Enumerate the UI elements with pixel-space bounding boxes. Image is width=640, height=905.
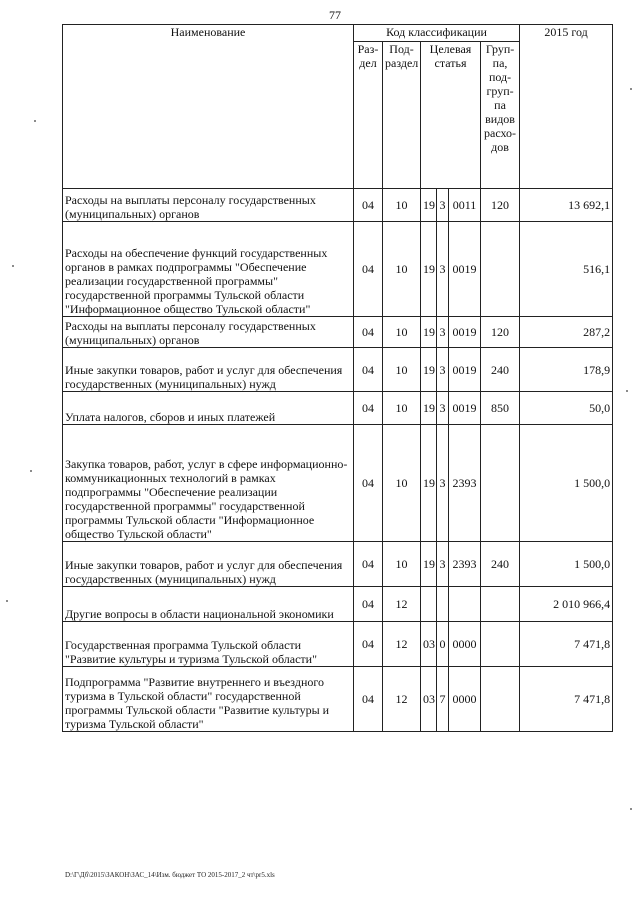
table-row [63, 348, 613, 392]
row-target-part1: 19 [421, 542, 437, 587]
row-amount: 13 692,1 [520, 189, 613, 222]
budget-table [62, 24, 613, 732]
row-target-part1: 19 [421, 222, 437, 317]
scan-speck [630, 88, 632, 90]
row-amount: 287,2 [520, 317, 613, 348]
row-amount: 2 010 966,4 [520, 587, 613, 622]
row-target-part3: 0019 [449, 392, 481, 425]
row-section: 04 [354, 317, 383, 348]
row-amount: 7 471,8 [520, 667, 613, 732]
row-target-part2: 3 [437, 348, 449, 392]
row-target-part1: 03 [421, 667, 437, 732]
scan-speck [30, 470, 32, 472]
row-expense-group [481, 622, 520, 667]
header-year: 2015 год [520, 25, 613, 189]
row-section: 04 [354, 542, 383, 587]
row-name: Другие вопросы в области национальной экономики [63, 587, 354, 622]
row-target-part2: 3 [437, 425, 449, 542]
row-target-part1: 19 [421, 425, 437, 542]
row-target-part2: 3 [437, 317, 449, 348]
table-row [63, 189, 613, 222]
row-target-part1: 19 [421, 189, 437, 222]
row-expense-group [481, 425, 520, 542]
row-section: 04 [354, 222, 383, 317]
row-name: Иные закупки товаров, работ и услуг для обеспечения государственных (муниципальных) нужд [63, 348, 354, 392]
row-target-part3: 0000 [449, 667, 481, 732]
page-number: 77 [329, 8, 341, 22]
row-target-part2: 3 [437, 222, 449, 317]
row-target-part2 [437, 587, 449, 622]
row-name: Уплата налогов, сборов и иных платежей [63, 392, 354, 425]
row-section: 04 [354, 425, 383, 542]
row-name: Расходы на обеспечение функций государственных органов в рамках подпрограммы "Обеспечение реализации государственной программы" государственной программы Тульской области "Информационное общество Тульской области" [63, 222, 354, 317]
row-expense-group: 240 [481, 348, 520, 392]
row-name: Иные закупки товаров, работ и услуг для обеспечения государственных (муниципальных) нужд [63, 542, 354, 587]
row-subsection: 10 [383, 425, 421, 542]
row-expense-group [481, 587, 520, 622]
table-row [63, 542, 613, 587]
row-target-part3: 2393 [449, 425, 481, 542]
row-subsection: 10 [383, 392, 421, 425]
row-name: Государственная программа Тульской области "Развитие культуры и туризма Тульской области" [63, 622, 354, 667]
row-subsection: 10 [383, 317, 421, 348]
row-name: Расходы на выплаты персоналу государственных (муниципальных) органов [63, 189, 354, 222]
row-name: Расходы на выплаты персоналу государственных (муниципальных) органов [63, 317, 354, 348]
row-target-part3: 0019 [449, 317, 481, 348]
row-target-part1: 19 [421, 317, 437, 348]
table-row [63, 392, 613, 425]
header-name: Наименование [63, 25, 354, 189]
row-subsection: 10 [383, 222, 421, 317]
row-target-part3: 2393 [449, 542, 481, 587]
row-subsection: 10 [383, 189, 421, 222]
row-amount: 516,1 [520, 222, 613, 317]
header-expense-group: Груп- па, под- груп- па видов расхо- дов [481, 42, 520, 189]
row-expense-group [481, 667, 520, 732]
row-section: 04 [354, 587, 383, 622]
row-section: 04 [354, 622, 383, 667]
row-expense-group: 120 [481, 317, 520, 348]
table-row [63, 425, 613, 542]
scan-speck [12, 265, 14, 267]
row-section: 04 [354, 667, 383, 732]
row-expense-group [481, 222, 520, 317]
row-expense-group: 850 [481, 392, 520, 425]
header-target-article: Целевая статья [421, 42, 481, 189]
row-target-part3 [449, 587, 481, 622]
row-name: Подпрограмма "Развитие внутреннего и въездного туризма в Тульской области" государственной программы Тульской области "Развитие культуры и туризма Тульской области" [63, 667, 354, 732]
row-amount: 178,9 [520, 348, 613, 392]
row-target-part3: 0019 [449, 348, 481, 392]
table-row [63, 587, 613, 622]
header-section: Раз- дел [354, 42, 383, 189]
table-row [63, 317, 613, 348]
row-target-part1: 19 [421, 392, 437, 425]
file-path-footer: D:\Г\Дб\2015\ЗАКОН\ЗАС_14\Изм. бюджет ТО 2015-2017_2 чт\pr5.xls [65, 871, 275, 879]
row-target-part1: 03 [421, 622, 437, 667]
row-amount: 7 471,8 [520, 622, 613, 667]
row-target-part2: 3 [437, 392, 449, 425]
row-name: Закупка товаров, работ, услуг в сфере информационно-коммуникационных технологий в рамках подпрограммы "Обеспечение реализации государственной программы" государственной программы Тульской области "Информационное общество Тульской области" [63, 425, 354, 542]
row-amount: 1 500,0 [520, 542, 613, 587]
row-target-part2: 3 [437, 189, 449, 222]
row-target-part1 [421, 587, 437, 622]
row-target-part3: 0011 [449, 189, 481, 222]
header-subsection: Под- раздел [383, 42, 421, 189]
row-amount: 50,0 [520, 392, 613, 425]
scan-speck [6, 600, 8, 602]
header-classification: Код классификации [354, 25, 520, 42]
row-expense-group: 240 [481, 542, 520, 587]
row-section: 04 [354, 392, 383, 425]
row-section: 04 [354, 189, 383, 222]
scan-speck [626, 390, 628, 392]
row-target-part2: 0 [437, 622, 449, 667]
row-subsection: 10 [383, 348, 421, 392]
table-row [63, 622, 613, 667]
scan-speck [34, 120, 36, 122]
row-target-part3: 0000 [449, 622, 481, 667]
row-subsection: 12 [383, 622, 421, 667]
row-subsection: 10 [383, 542, 421, 587]
row-amount: 1 500,0 [520, 425, 613, 542]
row-expense-group: 120 [481, 189, 520, 222]
row-section: 04 [354, 348, 383, 392]
row-target-part3: 0019 [449, 222, 481, 317]
table-row [63, 222, 613, 317]
row-subsection: 12 [383, 667, 421, 732]
table-row [63, 667, 613, 732]
row-target-part1: 19 [421, 348, 437, 392]
row-subsection: 12 [383, 587, 421, 622]
row-target-part2: 7 [437, 667, 449, 732]
scan-speck [630, 808, 632, 810]
row-target-part2: 3 [437, 542, 449, 587]
